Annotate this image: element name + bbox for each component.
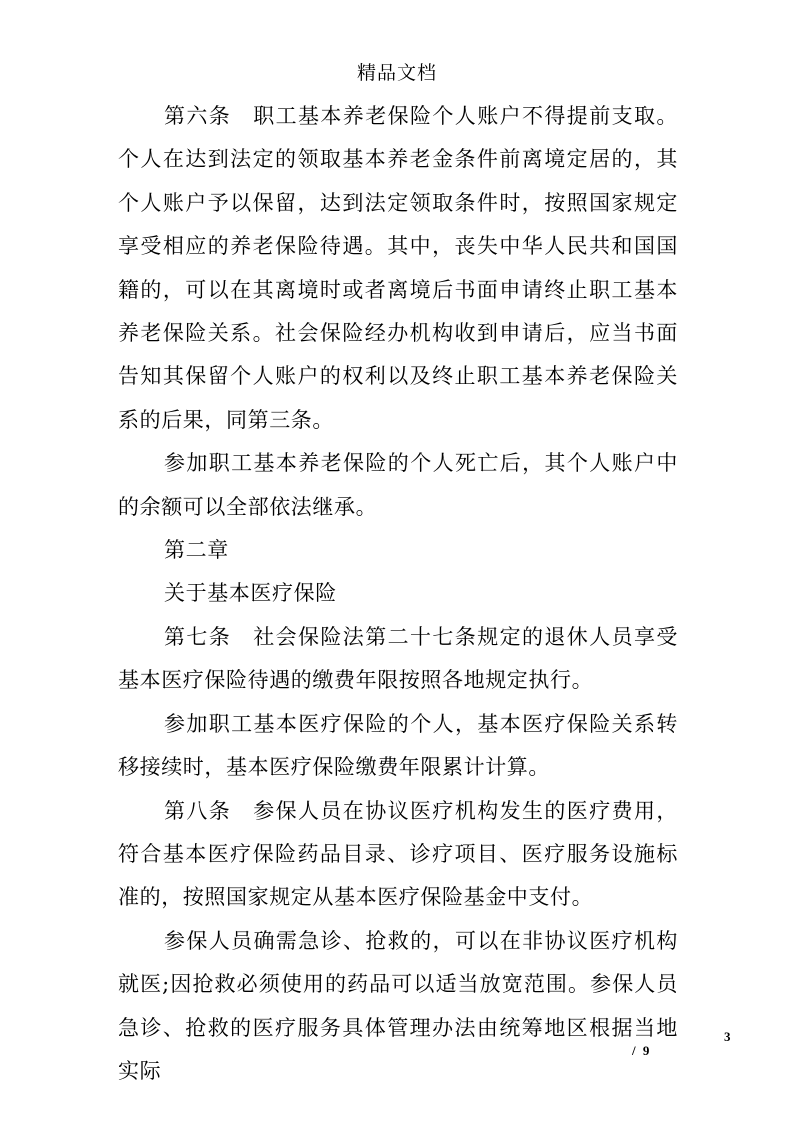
paragraph-text: 参保人员在协议医疗机构发生的医疗费用，符合基本医疗保险药品目录、诊疗项目、医疗服务设施标准的，按照国家规定从基本医疗保险基金中支付。	[118, 798, 678, 910]
article-6-paragraph	[118, 95, 678, 442]
chapter-number: 第二章	[164, 538, 229, 563]
article-8-paragraph	[118, 790, 678, 920]
article-number: 第八条	[164, 798, 232, 823]
paragraph-text: 参加职工基本养老保险的个人死亡后，其个人账户中的余额可以全部依法继承。	[118, 451, 678, 519]
document-body	[118, 95, 678, 1093]
chapter-title	[118, 572, 678, 615]
paragraph-transfer	[118, 703, 678, 790]
chapter-heading	[118, 529, 678, 572]
paragraph-text: 社会保险法第二十七条规定的退休人员享受基本医疗保险待遇的缴费年限按照各地规定执行。	[118, 624, 678, 693]
page-number: 3	[724, 1029, 731, 1044]
page-total: / 9	[632, 1043, 652, 1058]
paragraph-text: 职工基本养老保险个人账户不得提前支取。个人在达到法定的领取基本养老金条件前离境定居的，其个人账户予以保留，达到法定领取条件时，按照国家规定享受相应的养老保险待遇。其中，丧失中华人民共和国国籍的，可以在其离境时或者离境后书面申请终止职工基本养老保险关系。社会保险经办机构收到申请后，应当书面告知其保留个人账户的权利以及终止职工基本养老保险关系的后果，同第三条。	[118, 104, 678, 432]
article-7-paragraph	[118, 616, 678, 703]
article-number: 第六条	[164, 104, 232, 128]
paragraph-text: 参加职工基本医疗保险的个人，基本医疗保险关系转移接续时，基本医疗保险缴费年限累计计算。	[118, 711, 678, 780]
paragraph-emergency	[118, 920, 678, 1094]
paragraph-text: 参保人员确需急诊、抢救的，可以在非协议医疗机构就医;因抢救必须使用的药品可以适当放宽范围。参保人员急诊、抢救的医疗服务具体管理办法由统筹地区根据当地实际	[118, 928, 678, 1083]
article-number: 第七条	[164, 624, 232, 649]
document-header: 精品文档	[356, 62, 437, 84]
paragraph-inheritance	[118, 442, 678, 529]
chapter-title-text: 关于基本医疗保险	[164, 581, 337, 606]
